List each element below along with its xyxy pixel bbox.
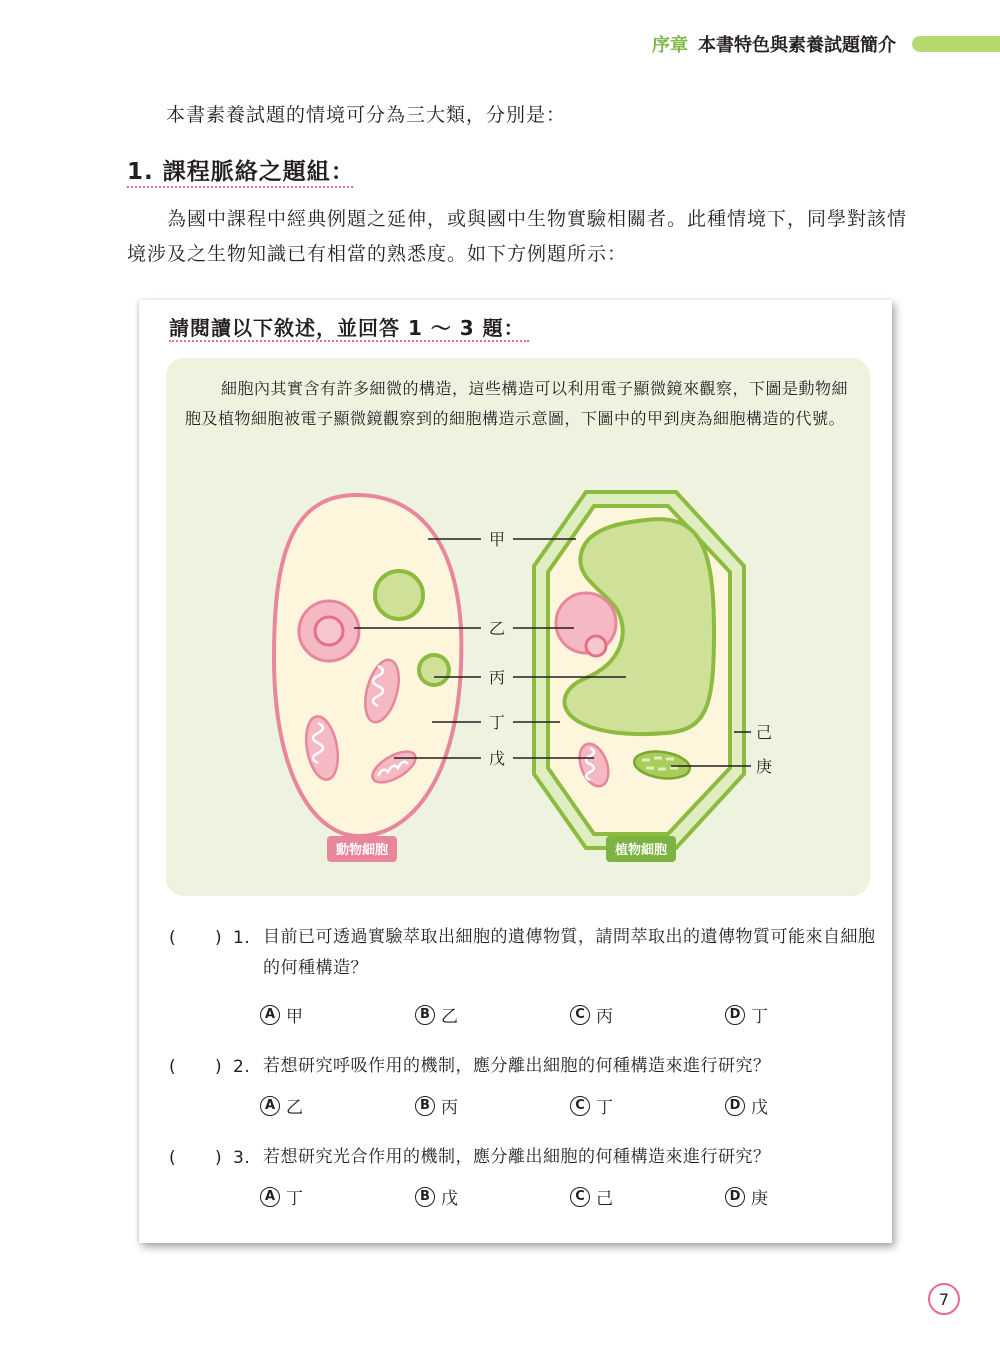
option-letter: D	[725, 1187, 745, 1207]
section-paragraph-text: 為國中課程中經典例題之延伸，或與國中生物實驗相關者。此種情境下，同學對該情境涉及之生物知識已有相當的熟悉度。如下方例題所示：	[127, 208, 908, 265]
animal-cell	[274, 495, 461, 862]
option-letter: D	[725, 1005, 745, 1025]
option-text: 丁	[596, 1098, 613, 1118]
answer-paren-right: )	[215, 928, 223, 948]
answer-paren-left: (	[169, 1148, 177, 1168]
page-number: 7	[928, 1283, 960, 1315]
option-letter: B	[415, 1096, 435, 1116]
option[interactable]	[415, 1002, 458, 1027]
option-text: 丁	[286, 1189, 303, 1209]
option-text: 庚	[751, 1189, 768, 1209]
option[interactable]	[725, 1184, 768, 1209]
passage-text: 細胞內其實含有許多細微的構造，這些構造可以利用電子顯微鏡來觀察，下圖是動物細胞及植物細胞被電子顯微鏡觀察到的細胞構造示意圖，下圖中的甲到庚為細胞構造的代號。	[185, 379, 849, 428]
question-3	[169, 1148, 869, 1178]
animal-cell-label: 動物細胞	[335, 843, 389, 858]
question-text: 若想研究光合作用的機制，應分離出細胞的何種構造來進行研究？	[263, 1147, 771, 1167]
answer-paren-right: )	[215, 1057, 223, 1077]
intro-text: 本書素養試題的情境可分為三大類，分別是：	[166, 104, 567, 126]
option-letter: A	[260, 1005, 280, 1025]
answer-paren-left: (	[169, 928, 177, 948]
label-jia: 甲	[488, 530, 506, 549]
plant-nucleolus	[586, 636, 606, 656]
section-paragraph	[127, 202, 917, 272]
option-text: 丙	[596, 1007, 613, 1027]
option[interactable]	[260, 1093, 303, 1118]
question-2	[169, 1057, 869, 1087]
label-ding: 丁	[488, 713, 506, 732]
label-geng: 庚	[755, 757, 773, 776]
option[interactable]	[725, 1093, 768, 1118]
plant-cell-label: 植物細胞	[614, 843, 668, 858]
chapter-title: 本書特色與素養試題簡介	[698, 35, 896, 56]
option[interactable]	[725, 1002, 768, 1027]
example-card	[139, 300, 892, 1243]
label-wu: 戊	[488, 749, 506, 768]
option-letter: C	[570, 1096, 590, 1116]
question-number: 1.	[233, 928, 251, 948]
option[interactable]	[260, 1002, 303, 1027]
chapter-label: 序章	[652, 35, 688, 56]
option[interactable]	[260, 1184, 303, 1209]
option[interactable]	[415, 1093, 458, 1118]
section-title-underline	[127, 186, 353, 188]
option-text: 丙	[441, 1098, 458, 1118]
answer-paren-right: )	[215, 1148, 223, 1168]
question-text: 目前已可透過實驗萃取出細胞的遺傳物質，請問萃取出的遺傳物質可能來自細胞的何種構造？	[263, 927, 876, 978]
question-1	[169, 927, 876, 998]
option[interactable]	[415, 1184, 458, 1209]
question-text: 若想研究呼吸作用的機制，應分離出細胞的何種構造來進行研究？	[263, 1056, 771, 1076]
option-letter: C	[570, 1005, 590, 1025]
option[interactable]	[570, 1002, 613, 1027]
option-text: 丁	[751, 1007, 768, 1027]
cell-diagram	[166, 358, 870, 896]
question-number: 2.	[233, 1057, 251, 1077]
section-title: 1. 課程脈絡之題組：	[127, 159, 355, 185]
animal-nucleolus	[315, 617, 343, 645]
option[interactable]	[570, 1093, 613, 1118]
label-yi: 乙	[488, 619, 506, 638]
answer-paren-left: (	[169, 1057, 177, 1077]
option[interactable]	[570, 1184, 613, 1209]
label-ji: 己	[755, 723, 773, 742]
question-number: 3.	[233, 1148, 251, 1168]
animal-small-organelle	[419, 655, 449, 685]
option-letter: B	[415, 1005, 435, 1025]
card-title: 請閱讀以下敘述，並回答 1 ～ 3 題：	[169, 316, 525, 340]
label-bing: 丙	[488, 668, 506, 687]
option-text: 甲	[286, 1007, 303, 1027]
option-text: 乙	[441, 1007, 458, 1027]
animal-organelle-green	[375, 571, 423, 619]
header-accent-bar	[912, 36, 1000, 52]
option-text: 己	[596, 1189, 613, 1209]
option-text: 乙	[286, 1098, 303, 1118]
option-letter: A	[260, 1096, 280, 1116]
page-header	[652, 30, 1000, 58]
card-title-underline	[169, 340, 529, 342]
option-letter: C	[570, 1187, 590, 1207]
option-letter: B	[415, 1187, 435, 1207]
option-text: 戊	[751, 1098, 768, 1118]
option-text: 戊	[441, 1189, 458, 1209]
option-letter: D	[725, 1096, 745, 1116]
option-letter: A	[260, 1187, 280, 1207]
passage-panel	[166, 358, 870, 896]
